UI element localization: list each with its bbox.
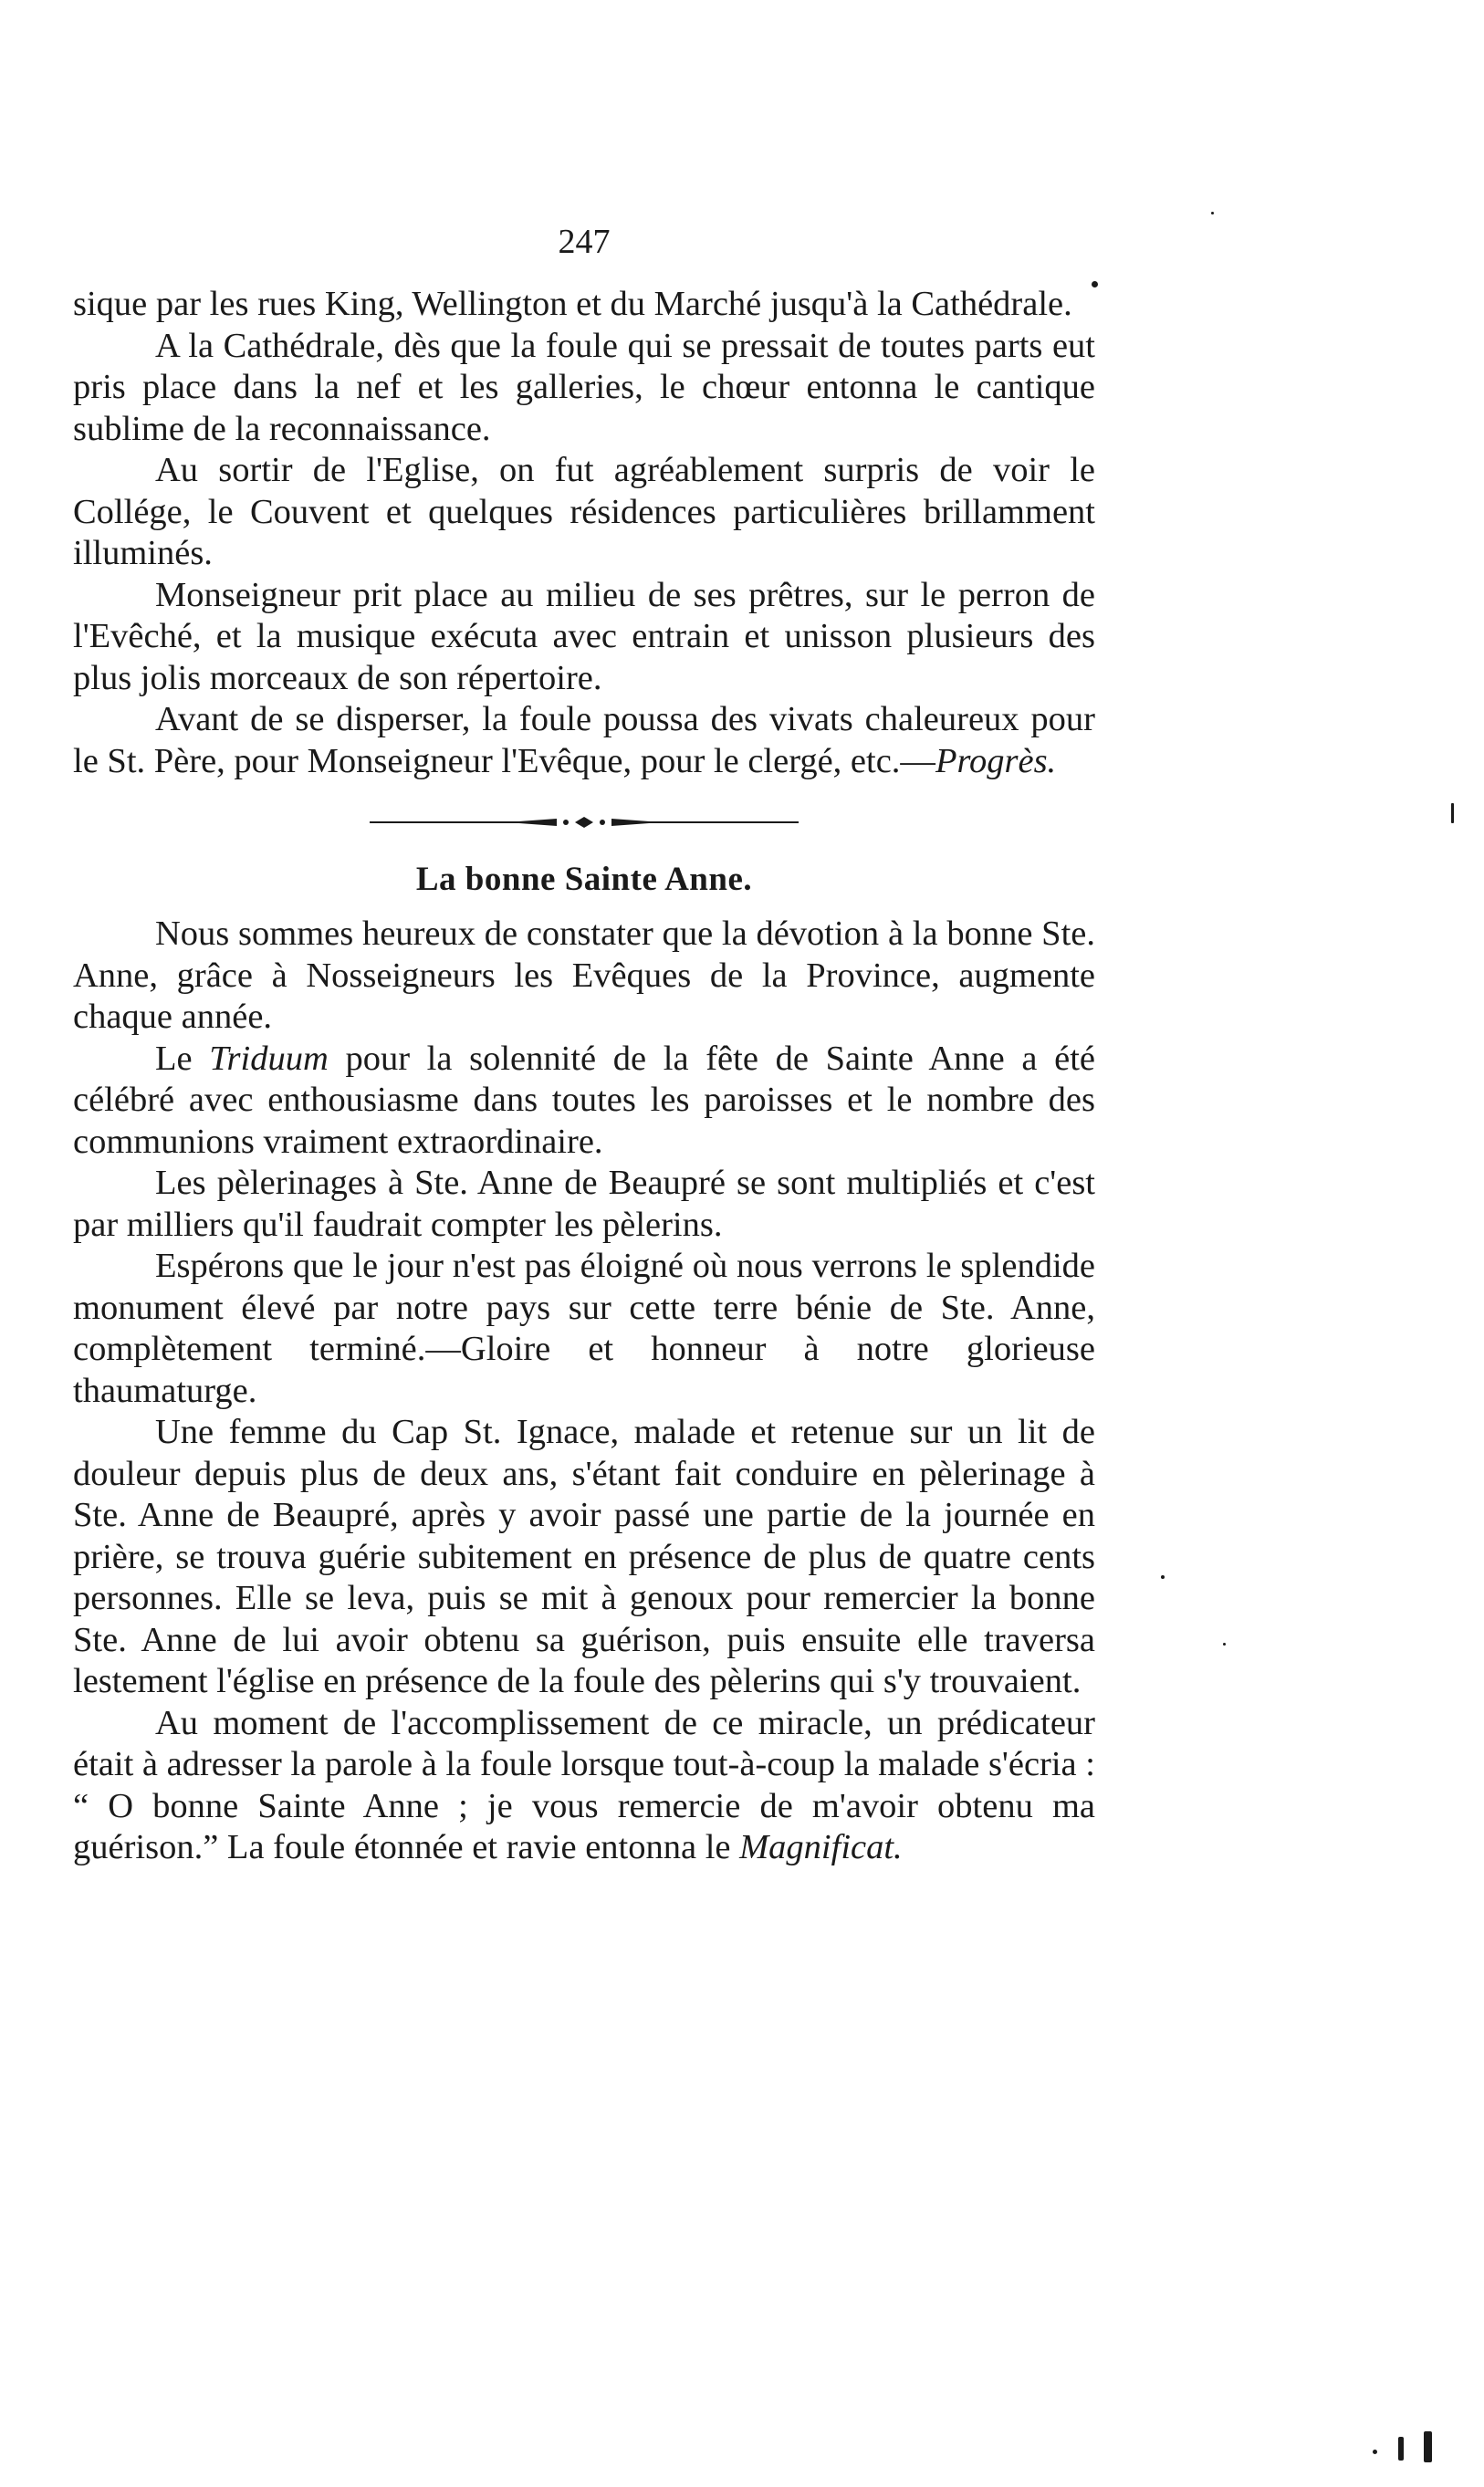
scan-speck [1398, 2437, 1404, 2461]
scan-speck [1223, 1643, 1226, 1646]
paragraph-11-text: Au moment de l'accomplissement de ce miracle, un prédicateur était à adresser la parole à la foule lorsque tout-à-coup la malade s'écria : “ O bonne Sainte Anne ; je vous remercie de m'avoir obtenu ma guérison.” La foule étonnée et ravie entonna le [73, 1703, 1095, 1866]
section-heading: La bonne Sainte Anne. [415, 861, 753, 898]
paragraph-5 [73, 699, 1095, 782]
section-divider-ornament [370, 813, 799, 831]
source-citation: Progrès. [935, 741, 1057, 780]
scan-speck [1161, 1575, 1165, 1579]
paragraph-9: Espérons que le jour n'est pas éloigné où nous verrons le splendide monument élevé par notre pays sur cette terre bénie de Ste. Anne, complètement terminé.—Gloire et honneur à notre glorieuse thaumaturge. [73, 1247, 1095, 1410]
paragraph-7-pre: Le [155, 1039, 210, 1078]
paragraph-6: Nous sommes heureux de constater que la dévotion à la bonne Ste. Anne, grâce à Nosseigneurs les Evêques de la Province, augmente chaque année. [73, 914, 1095, 1036]
magnificat-italic: Magnificat. [739, 1828, 903, 1866]
page-body [73, 214, 1095, 1869]
paragraph-8: Les pèlerinages à Ste. Anne de Beaupré se sont multipliés et c'est par milliers qu'il faudrait compter les pèlerins. [73, 1164, 1095, 1244]
paragraph-7 [73, 1039, 1095, 1164]
paragraph-4: Monseigneur prit place au milieu de ses prêtres, sur le perron de l'Evêché, et la musique exécuta avec entrain et unisson plusieurs des plus jolis morceaux de son répertoire. [73, 575, 1095, 697]
triduum-italic: Triduum [209, 1039, 329, 1078]
paragraph-10: Une femme du Cap St. Ignace, malade et retenue sur un lit de douleur depuis plus de deux ans, s'étant fait conduire en pèlerinage à Ste. Anne de Beaupré, après y avoir passé une partie de la journée en prière, se trouva guérie subitement en présence de plus de quatre cents personnes. Elle se leva, puis se mit à genoux pour remercier la bonne Ste. Anne de lui avoir obtenu sa guérison, puis ensuite elle traversa lestement l'église en présence de la foule des pèlerins qui s'y trouvaient. [73, 1413, 1095, 1700]
page-number: 247 [558, 223, 611, 261]
paragraph-2: A la Cathédrale, dès que la foule qui se pressait de toutes parts eut pris place dans la nef et les galleries, le chœur entonna le cantique sublime de la reconnaissance. [73, 326, 1095, 448]
scan-speck [1092, 281, 1098, 287]
scan-speck [1211, 212, 1214, 214]
scan-speck [1373, 2450, 1377, 2454]
paragraph-1: sique par les rues King, Wellington et du Marché jusqu'à la Cathédrale. [73, 285, 1072, 323]
paragraph-3: Au sortir de l'Eglise, on fut agréablement surpris de voir le Collége, le Couvent et quelques résidences particulières brillamment illuminés. [73, 451, 1095, 572]
paragraph-11 [73, 1703, 1095, 1869]
paragraph-5-text: Avant de se disperser, la foule poussa des vivats chaleureux pour le St. Père, pour Monseigneur l'Evêque, pour le clergé, etc.— [73, 700, 1095, 780]
scan-speck [1424, 2431, 1432, 2462]
paragraph-7-post: pour la solennité de la fête de Sainte Anne a été célébré avec enthousiasme dans toutes les paroisses et le nombre des communions vraiment extraordinaire. [73, 1039, 1095, 1161]
scan-speck [1451, 803, 1454, 823]
